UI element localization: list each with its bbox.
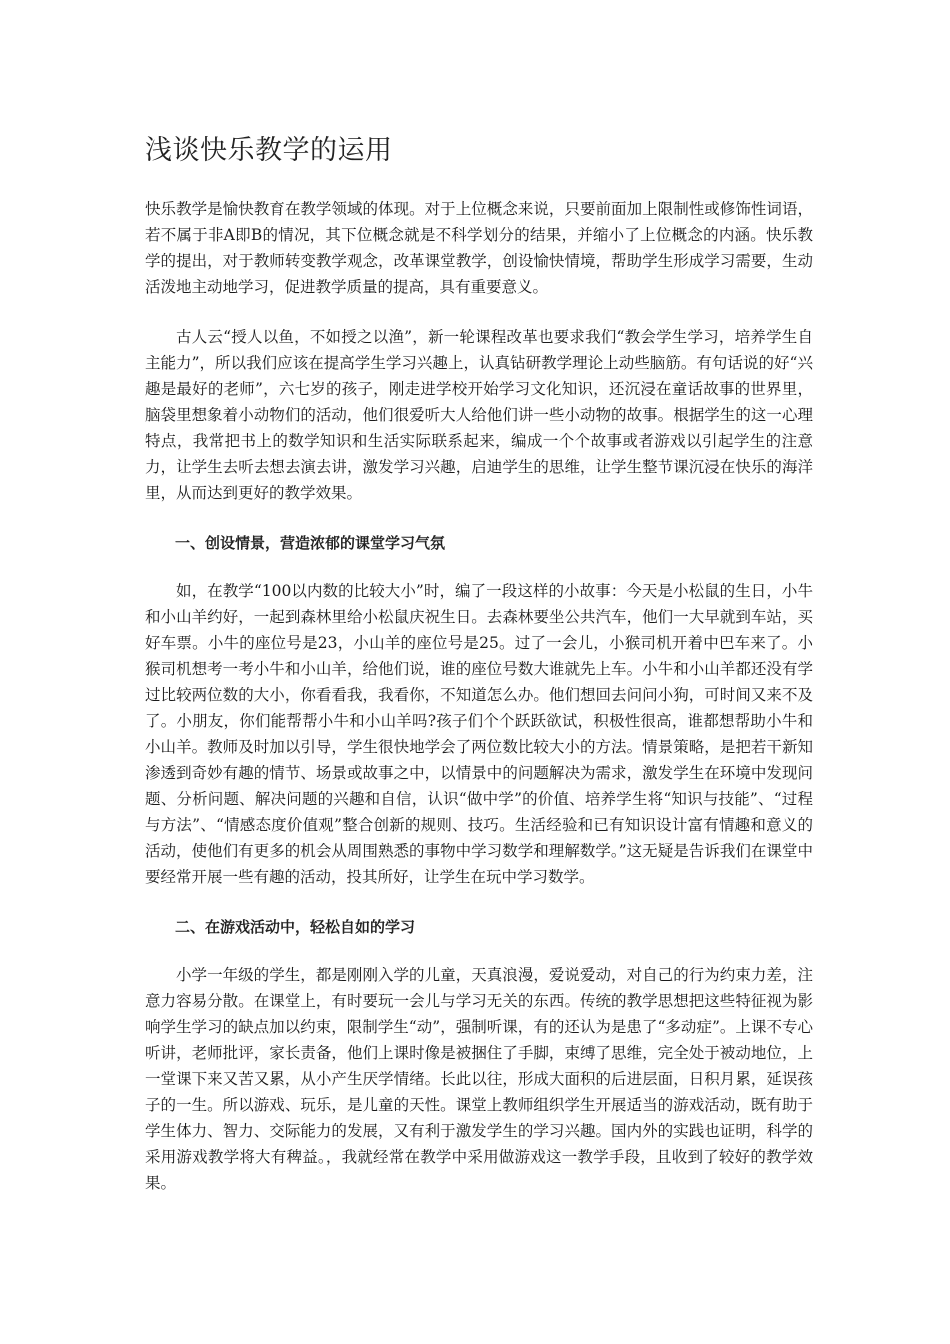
body-paragraph-story: 如，在教学“100以内数的比较大小”时，编了一段这样的小故事：今天是小松鼠的生日，小牛和小山羊约好，一起到森林里给小松鼠庆祝生日。去森林要坐公共汽车，他们一大早就到车站，买好车票。小牛的座位号是23，小山羊的座位号是25。过了一会儿，小猴司机开着中巴车来了。小猴司机想考一考小牛和小山羊，给他们说，谁的座位号数大谁就先上车。小牛和小山羊都还没有学过比较两位数的大小，你看看我，我看你，不知道怎么办。他们想回去问问小狗，可时间又来不及了。小朋友，你们能帮帮小牛和小山羊吗?孩子们个个跃跃欲试，积极性很高，谁都想帮助小牛和小山羊。教师及时加以引导，学生很快地学会了两位数比较大小的方法。情景策略，是把若干新知渗透到奇妙有趣的情节、场景或故事之中，以情景中的问题解决为需求，激发学生在环境中发现问题、分析问题、解决问题的兴趣和自信，认识“做中学”的价值、培养学生将“知识与技能”、“过程与方法”、“情感态度价值观”整合创新的规则、技巧。生活经验和已有知识设计富有情趣和意义的活动，使他们有更多的机会从周围熟悉的事物中学习数学和理解数学。”这无疑是告诉我们在课堂中要经常开展一些有趣的活动，投其所好，让学生在玩中学习数学。 (145, 582, 813, 886)
section-heading-2: 二、在游戏活动中，轻松自如的学习 (175, 918, 416, 936)
document-title: 浅谈快乐教学的运用 (145, 135, 393, 166)
document-body (145, 196, 813, 1196)
body-paragraph-games: 小学一年级的学生，都是刚刚入学的儿童，天真浪漫，爱说爱动，对自己的行为约束力差，注意力容易分散。在课堂上，有时要玩一会儿与学习无关的东西。传统的教学思想把这些特征视为影响学生学习的缺点加以约束，限制学生“动”，强制听课，有的还认为是患了“多动症”。上课不专心听讲，老师批评，家长责备，他们上课时像是被捆住了手脚，束缚了思维，完全处于被动地位，上一堂课下来又苦又累，从小产生厌学情绪。长此以往，形成大面积的后进层面，日积月累，延误孩子的一生。所以游戏、玩乐，是儿童的天性。课堂上教师组织学生开展适当的游戏活动，既有助于学生体力、智力、交际能力的发展，又有利于激发学生的学习兴趣。国内外的实践也证明，科学的采用游戏教学将大有稗益。，我就经常在教学中采用做游戏这一教学手段，且收到了较好的教学效果。 (145, 966, 813, 1192)
intro-paragraph: 快乐教学是愉快教育在教学领域的体现。对于上位概念来说，只要前面加上限制性或修饰性词语，若不属于非A即B的情况，其下位概念就是不科学划分的结果，并缩小了上位概念的内涵。快乐教学的提出，对于教师转变教学观念，改革课堂教学，创设愉快情境，帮助学生形成学习需要，生动活泼地主动地学习，促进教学质量的提高，具有重要意义。 (145, 200, 813, 296)
section-heading-1: 一、创设情景，营造浓郁的课堂学习气氛 (175, 534, 446, 552)
body-paragraph-interest: 古人云“授人以鱼，不如授之以渔”，新一轮课程改革也要求我们“教会学生学习，培养学生自主能力”，所以我们应该在提高学生学习兴趣上，认真钻研教学理论上动些脑筋。有句话说的好“兴趣是最好的老师”，六七岁的孩子，刚走进学校开始学习文化知识，还沉浸在童话故事的世界里，脑袋里想象着小动物们的活动，他们很爱听大人给他们讲一些小动物的故事。根据学生的这一心理特点，我常把书上的数学知识和生活实际联系起来，编成一个个故事或者游戏以引起学生的注意力，让学生去听去想去演去讲，激发学习兴趣，启迪学生的思维，让学生整节课沉浸在快乐的海洋里，从而达到更好的教学效果。 (145, 328, 813, 502)
